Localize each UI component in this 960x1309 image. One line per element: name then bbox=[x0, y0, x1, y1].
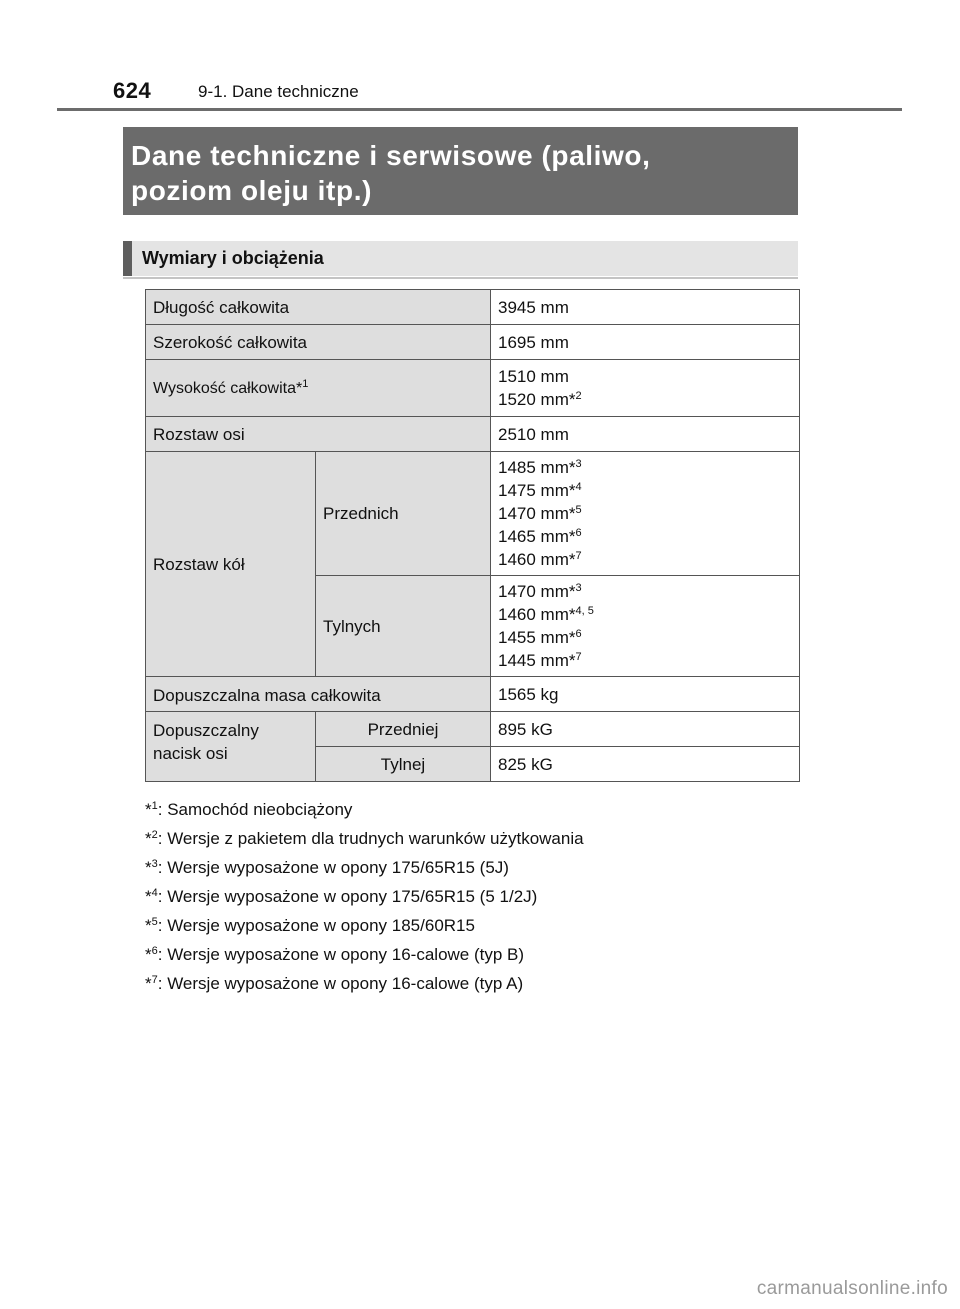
axle-rear-value: 825 kG bbox=[491, 747, 800, 782]
footnote: *$^2$: Wersje z pakietem dla trudnych warunków użytkowania bbox=[145, 829, 584, 848]
track-rear-label: Tylnych bbox=[316, 576, 491, 677]
table-row-wheelbase bbox=[146, 417, 800, 452]
wheelbase-value: 2510 mm bbox=[491, 417, 800, 452]
table-row-length bbox=[146, 290, 800, 325]
track-rear-value: 1445 mm*$^7$ bbox=[498, 651, 582, 670]
footnotes bbox=[145, 795, 805, 998]
height-value: 1510 mm bbox=[498, 367, 569, 386]
track-rear-value: 1470 mm*$^3$ bbox=[498, 582, 582, 601]
table-row-axle-front bbox=[146, 712, 800, 747]
gvm-value: 1565 kg bbox=[491, 677, 800, 712]
table-row-width bbox=[146, 325, 800, 360]
table-row-gvm bbox=[146, 677, 800, 712]
width-label: Szerokość całkowita bbox=[146, 325, 491, 360]
dimensions-table bbox=[145, 289, 800, 782]
axle-load-label bbox=[146, 712, 316, 782]
track-label: Rozstaw kół bbox=[146, 452, 316, 677]
track-rear-value: 1460 mm*$^{4, 5}$ bbox=[498, 605, 594, 624]
axle-front-label: Przedniej bbox=[316, 712, 491, 747]
axle-load-label-line: Dopuszczalny bbox=[153, 721, 259, 740]
footnote: *$^5$: Wersje wyposażone w opony 185/60R15 bbox=[145, 916, 475, 935]
footnote: *$^1$: Samochód nieobciążony bbox=[145, 800, 353, 819]
track-front-value: 1460 mm*$^7$ bbox=[498, 550, 582, 569]
running-head: 9-1. Dane techniczne bbox=[198, 82, 359, 101]
track-front-value: 1475 mm*$^4$ bbox=[498, 481, 582, 500]
track-rear-values bbox=[491, 576, 800, 677]
axle-rear-label: Tylnej bbox=[316, 747, 491, 782]
track-front-value: 1465 mm*$^6$ bbox=[498, 527, 582, 546]
height-values bbox=[491, 360, 800, 417]
track-rear-value: 1455 mm*$^6$ bbox=[498, 628, 582, 647]
title-line-2: poziom oleju itp.) bbox=[131, 175, 372, 206]
footnote: *$^3$: Wersje wyposażone w opony 175/65R15 (5J) bbox=[145, 858, 509, 877]
page-number: 624 bbox=[113, 78, 152, 103]
axle-front-value: 895 kG bbox=[491, 712, 800, 747]
length-label: Długość całkowita bbox=[146, 290, 491, 325]
footnote: *$^6$: Wersje wyposażone w opony 16-calowe (typ B) bbox=[145, 945, 525, 964]
axle-load-label-line: nacisk osi bbox=[153, 744, 228, 763]
page-header bbox=[0, 0, 960, 110]
section-heading: Wymiary i obciążenia bbox=[123, 241, 798, 276]
watermark: carmanualsonline.info bbox=[756, 1278, 948, 1299]
height-label: Wysokość całkowita*$^1$ bbox=[146, 360, 491, 417]
width-value: 1695 mm bbox=[491, 325, 800, 360]
length-value: 3945 mm bbox=[491, 290, 800, 325]
footnote: *$^4$: Wersje wyposażone w opony 175/65R15 (5 1/2J) bbox=[145, 887, 538, 906]
gvm-label: Dopuszczalna masa całkowita bbox=[146, 677, 491, 712]
track-front-value: 1485 mm*$^3$ bbox=[498, 458, 582, 477]
height-value: 1520 mm*$^2$ bbox=[498, 390, 582, 409]
title-banner bbox=[123, 127, 798, 215]
table-row-track-front bbox=[146, 452, 800, 576]
track-front-value: 1470 mm*$^5$ bbox=[498, 504, 582, 523]
header-rule bbox=[57, 108, 902, 111]
footnote: *$^7$: Wersje wyposażone w opony 16-calowe (typ A) bbox=[145, 974, 524, 993]
wheelbase-label: Rozstaw osi bbox=[146, 417, 491, 452]
title-line-1: Dane techniczne i serwisowe (paliwo, bbox=[131, 140, 651, 171]
table-row-height bbox=[146, 360, 800, 417]
track-front-values bbox=[491, 452, 800, 576]
track-front-label: Przednich bbox=[316, 452, 491, 576]
